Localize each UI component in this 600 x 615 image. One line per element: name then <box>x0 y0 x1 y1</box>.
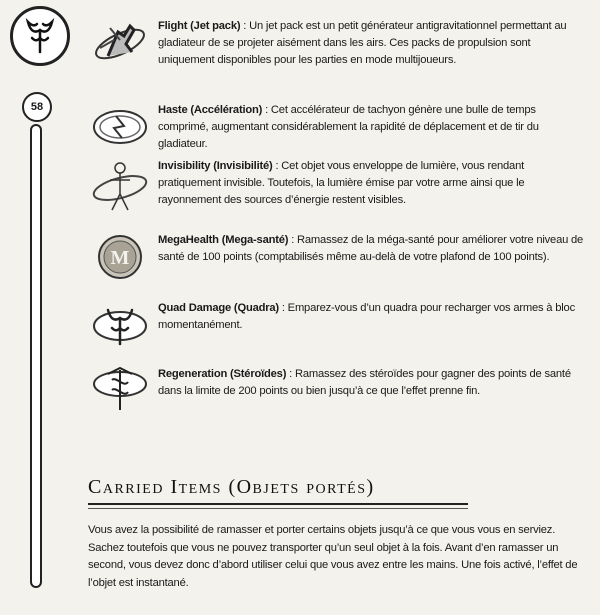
item-name: Haste (Accélération) <box>158 104 263 116</box>
page-number: 58 <box>22 92 52 122</box>
item-name: Regeneration (Stéroïdes) <box>158 368 287 380</box>
item-name: Invisibility (Invisibilité) <box>158 160 273 172</box>
item-desc: : Un jet pack est un petit générateur antigravitationnel permettant au gladiateur de se projeter aisément dans les airs. Ces packs de propulsion sont uniquement disponibles pour les parties en mode multijoueurs. <box>158 20 567 66</box>
item-name: Flight (Jet pack) <box>158 20 241 32</box>
quake-logo-icon <box>10 6 70 66</box>
item-desc: : Cet accélérateur de tachyon génère une bulle de temps comprimé, augmentant considérablement la rapidité de déplacement et de tir du gladiateur. <box>158 104 539 150</box>
item-name: MegaHealth (Mega-santé) <box>158 234 289 246</box>
item-desc: : Emparez-vous d’un quadra pour recharger vos armes à bloc momentanément. <box>158 302 575 331</box>
regeneration-icon <box>90 360 150 416</box>
item-desc: : Ramassez des stéroïdes pour gagner des points de santé dans la limite de 200 points ou bien jusqu’à ce que l’effet prenne fin. <box>158 368 571 397</box>
section-body: Vous avez la possibilité de ramasser et porter certains objets jusqu’à ce que vous vous en serviez. Sachez toutefois que vous ne pouvez transporter qu’un seul objet à la fois. Avant d’en ramasser un second, vous devez donc d’abord utiliser celui que vous avez entre les mains. Une fois activé, l’effet de l’objet est instantané. <box>88 524 578 589</box>
item-text <box>158 300 588 334</box>
quad-damage-icon <box>90 300 150 350</box>
side-bar <box>30 124 42 588</box>
haste-icon <box>90 102 150 152</box>
invisibility-icon <box>90 158 150 214</box>
item-text <box>158 102 588 153</box>
item-name: Quad Damage (Quadra) <box>158 302 279 314</box>
item-text <box>158 232 588 266</box>
jetpack-icon <box>90 18 150 68</box>
item-desc: : Ramassez de la méga-santé pour améliorer votre niveau de santé de 100 points (comptabilisés même au-delà de votre plafond de 100 points). <box>158 234 584 263</box>
megahealth-icon <box>90 232 150 282</box>
item-desc: : Cet objet vous enveloppe de lumière, vous rendant pratiquement invisible. Toutefois, la lumière émise par votre arme ainsi que le rayonnement des sources d’énergie restent visibles. <box>158 160 525 206</box>
item-text <box>158 18 588 69</box>
item-text <box>158 158 588 209</box>
item-text <box>158 366 588 400</box>
svg-text:M: M <box>110 247 130 269</box>
section-title: Carried Items (Objets portés) <box>88 476 468 505</box>
